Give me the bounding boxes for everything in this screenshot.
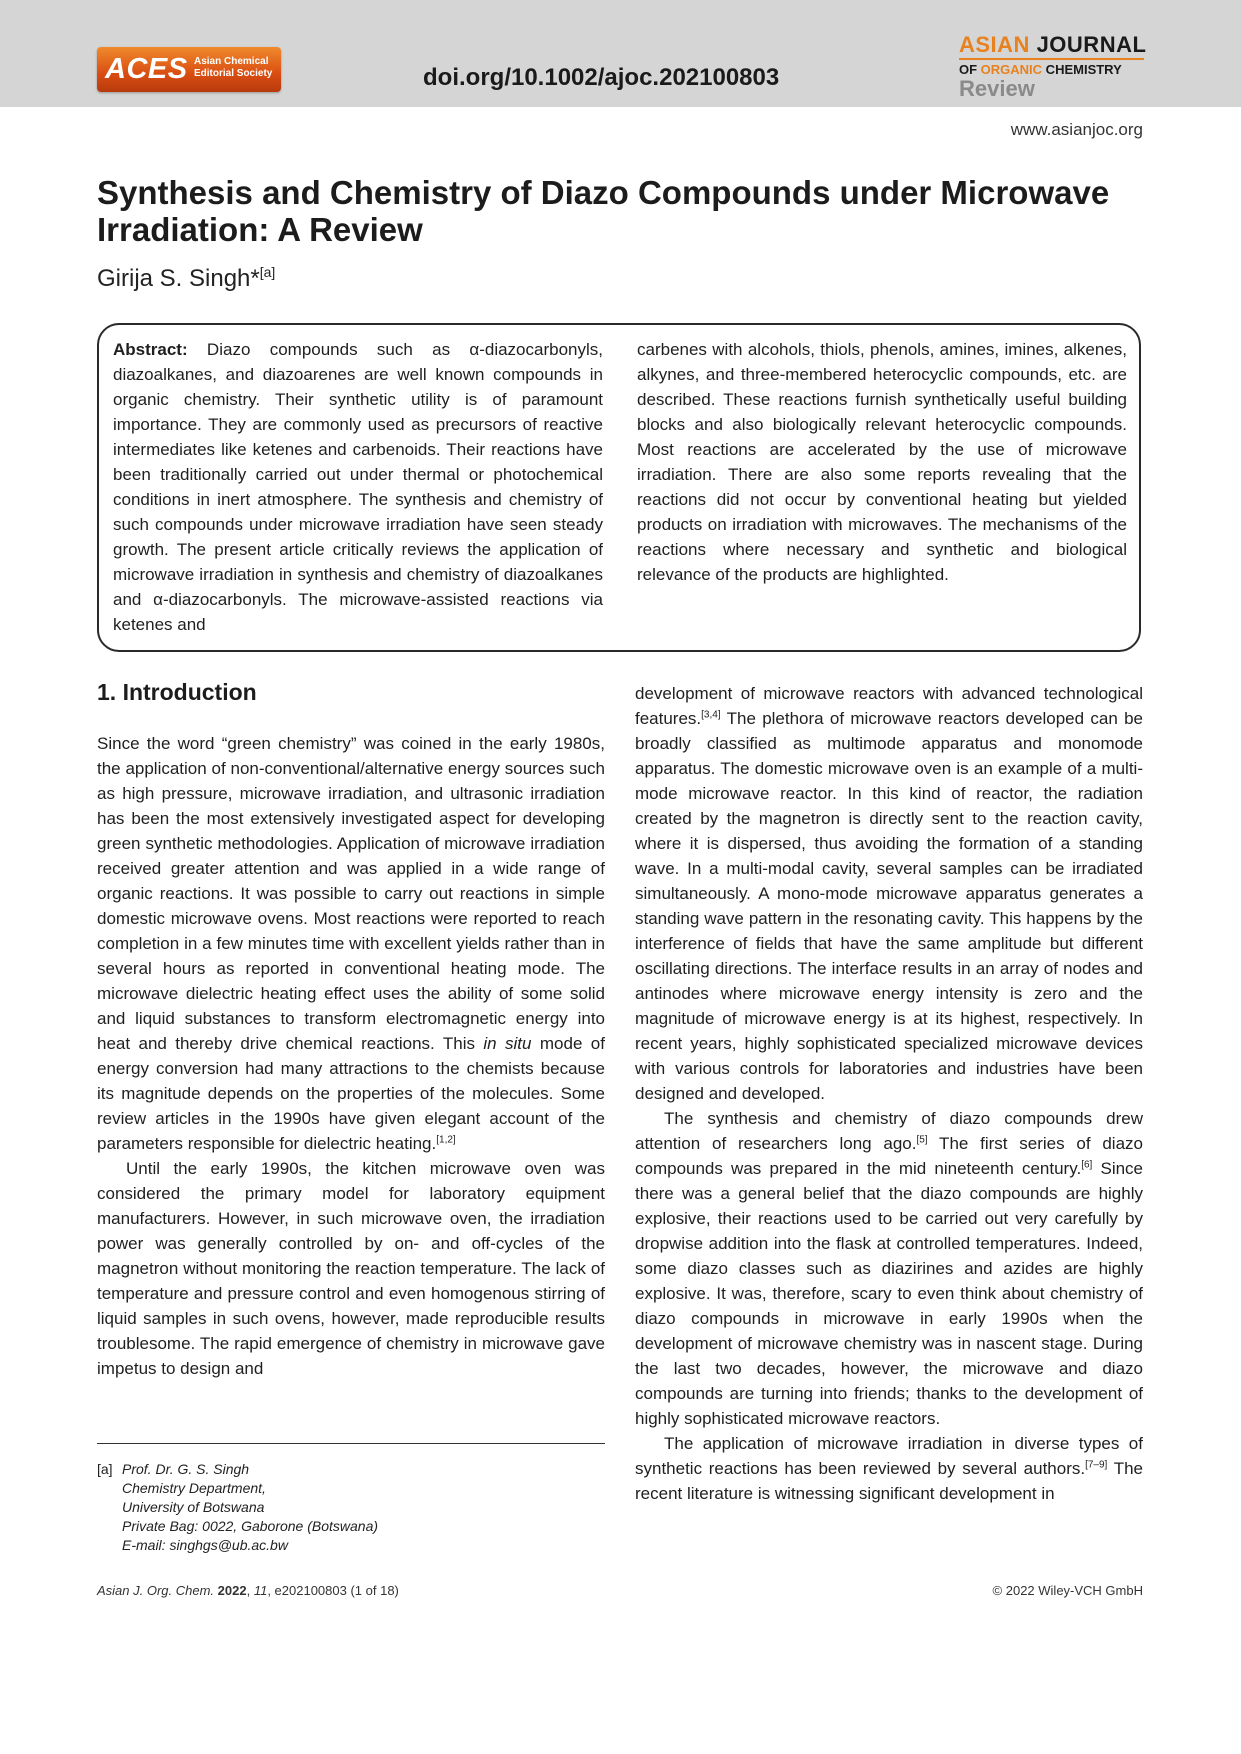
article-title: Synthesis and Chemistry of Diazo Compounds under Microwave Irradiation: A Review: [97, 174, 1110, 248]
article-type-label: Review: [959, 76, 1035, 101]
logo-main-text: ACES: [105, 53, 188, 85]
journal-name-line2: OF ORGANIC CHEMISTRY: [959, 62, 1122, 77]
copyright-notice: © 2022 Wiley-VCH GmbH: [992, 1583, 1143, 1598]
abstract-text-left: Diazo compounds such as α-diazocarbonyls, diazoalkanes, and diazoarenes are well known compounds in organic chemistry. Their synthetic utility is of paramount importance. They are commonly used as precursors of reactive intermediates like ketenes and carbenoids. Their reactions have been traditionally carried out under thermal or photochemical conditions in inert atmosphere. The synthesis and chemistry of such compounds under microwave irradiation have seen steady growth. The present article critically reviews the application of microwave irradiation in synthesis and chemistry of diazoalkanes and α-diazocarbonyls. The microwave-assisted reactions via ketenes and: [113, 340, 603, 634]
footnote-email[interactable]: E-mail: singhgs@ub.ac.bw: [122, 1537, 288, 1553]
footnote-body: [122, 1460, 482, 1555]
section-heading: 1. Introduction: [97, 679, 257, 705]
citation-ref[interactable]: [1,2]: [436, 1134, 456, 1146]
logo-subtext-1: Asian Chemical: [194, 56, 269, 67]
body-left-column: [97, 731, 605, 1381]
doi-link[interactable]: doi.org/10.1002/ajoc.202100803: [423, 64, 780, 91]
citation-footer: Asian J. Org. Chem. 2022, 11, e202100803 (1 of 18): [97, 1583, 399, 1598]
paragraph-1: Since the word “green chemistry” was coined in the early 1980s, the application of non-conventional/alternative energy sources such as high pressure, microwave irradiation, and ultrasonic irradiation has been the most extensively investigated aspect for developing green synthetic methodologies. Application of microwave irradiation received greater attention and was applied in a wide range of organic reactions. It was possible to carry out reactions in simple domestic microwave ovens. Most reactions were reported to reach completion in a few minutes time with excellent yields rather than in several hours as reported in conventional heating mode. The microwave dielectric heating effect uses the ability of some solid and liquid substances to transform electromagnetic energy into heat and thereby drive chemical reactions. This in situ mode of energy conversion had many attractions to the chemists because its magnitude depends on the properties of the molecules. Some review articles in the 1990s have given elegant account of the parameters responsible for dielectric heating.[1,2]: [97, 734, 605, 1153]
journal-rule: [959, 58, 1144, 60]
aces-logo: [97, 47, 281, 92]
journal-logo: [959, 32, 1147, 101]
paragraph-5: The application of microwave irradiation in diverse types of synthetic reactions has been reviewed by several authors.[7–9] The recent literature is witnessing significant development in: [635, 1434, 1143, 1503]
journal-name-line1: ASIAN JOURNAL: [959, 32, 1147, 57]
author-name: Girija S. Singh*: [97, 265, 260, 292]
paragraph-3: development of microwave reactors with advanced technological features.[3,4] The plethora of microwave reactors developed can be broadly classified as multimode apparatus and monomode apparatus. The domestic microwave oven is an example of a multi-mode microwave reactor. In this kind of reactor, the radiation created by the magnetron is directly sent to the reaction cavity, where it is dispersed, thus avoiding the formation of a standing wave. In a multi-modal cavity, several samples can be irradiated simultaneously. A mono-mode microwave apparatus generates a standing wave pattern in the resonating cavity. This happens by the interference of fields that have the same amplitude but different oscillating directions. The interface results in an array of nodes and antinodes where microwave energy intensity is zero and the magnitude of microwave energy is at its highest, respectively. In recent years, highly sophisticated specialized microwave devices with various controls for laboratories and industries have been designed and developed.: [635, 684, 1143, 1103]
citation-ref[interactable]: [7–9]: [1085, 1459, 1108, 1471]
abstract-label: Abstract:: [113, 340, 188, 359]
body-right-column: [635, 681, 1143, 1506]
abstract-right-column: carbenes with alcohols, thiols, phenols, amines, imines, alkenes, alkynes, and three-membered heterocyclic compounds, etc. are described. These reactions furnish synthetically useful building blocks and also biologically relevant heterocyclic compounds. Most reactions are accelerated by the use of microwave irradiation. There are also some reports revealing that the reactions did not occur by conventional heating but yielded products on irradiation with microwaves. The mechanisms of the reactions where necessary and synthetic and biological relevance of the products are highlighted.: [637, 340, 1127, 584]
citation-ref[interactable]: [5]: [916, 1134, 928, 1146]
author-line: [97, 264, 275, 293]
footnote-line: Prof. Dr. G. S. Singh: [122, 1461, 250, 1477]
footnote-line: University of Botswana: [122, 1499, 265, 1515]
footnote-line: Chemistry Department,: [122, 1480, 266, 1496]
footnote-tag: [a]: [97, 1461, 113, 1477]
footnote-line: Private Bag: 0022, Gaborone (Botswana): [122, 1518, 379, 1534]
logo-subtext-2: Editorial Society: [194, 68, 273, 79]
author-affiliation-mark[interactable]: [a]: [259, 264, 276, 280]
footnote-divider: [97, 1443, 605, 1444]
journal-website-link[interactable]: www.asianjoc.org: [1010, 120, 1143, 139]
citation-ref[interactable]: [6]: [1081, 1159, 1093, 1171]
abstract-left-column: [113, 337, 603, 637]
paragraph-4: The synthesis and chemistry of diazo compounds drew attention of researchers long ago.[5] The first series of diazo compounds was prepared in the mid nineteenth century.[6] Since there was a general belief that the diazo compounds are highly explosive, their reactions used to be carried out very carefully by dropwise addition into the flask at controlled temperatures. Indeed, some diazo classes such as diazirines and azides are highly explosive. It was, therefore, scary to even think about chemistry of diazo compounds in microwave in early 1990s when the development of microwave chemistry was in nascent stage. During the last two decades, however, the microwave and diazo compounds are turning into friends; thanks to the development of highly sophisticated microwave reactors.: [635, 1109, 1143, 1428]
citation-ref[interactable]: [3,4]: [701, 709, 721, 721]
paragraph-2: Until the early 1990s, the kitchen microwave oven was considered the primary model for laboratory equipment manufacturers. However, in such microwave oven, the irradiation power was generally controlled by on- and off-cycles of the magnetron without monitoring the reaction temperature. The lack of temperature and pressure control and even homogenous stirring of liquid samples in such ovens, however, made reproducible results troublesome. The rapid emergence of chemistry in microwave gave impetus to design and: [97, 1159, 605, 1378]
